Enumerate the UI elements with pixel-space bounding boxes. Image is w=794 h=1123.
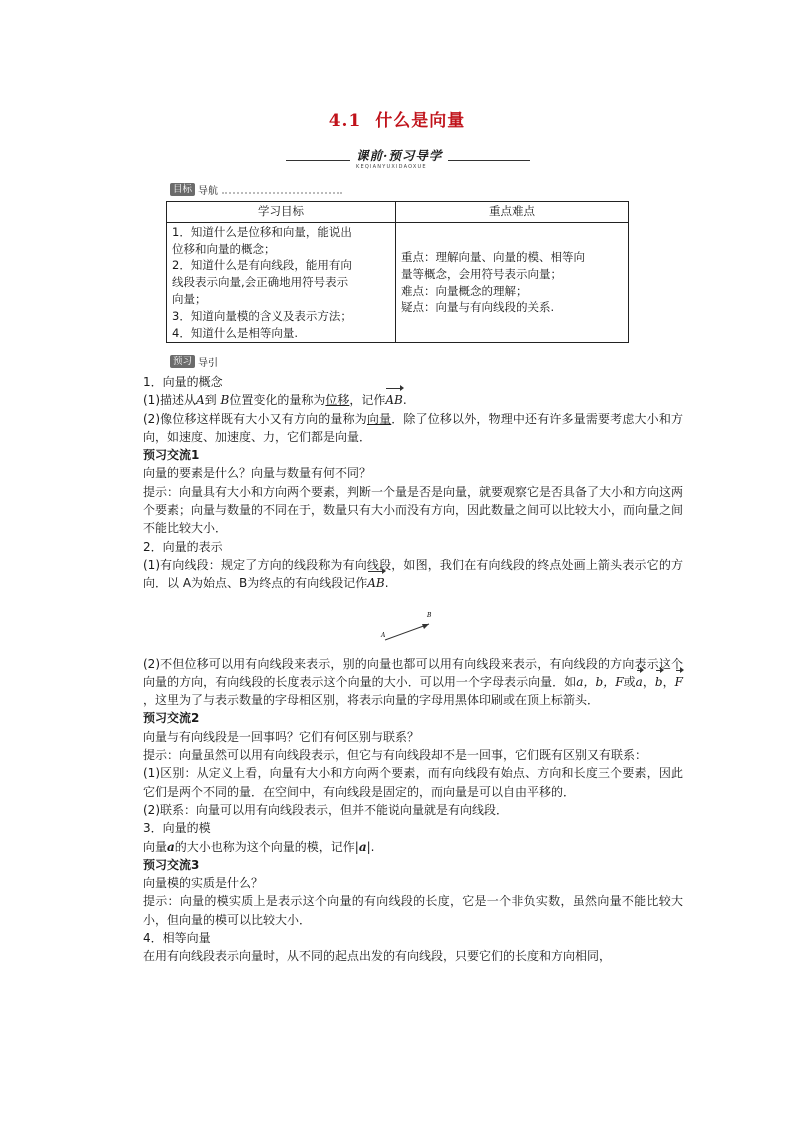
vector-letter: a [167, 839, 175, 854]
answer-text: (2)联系：向量可以用有向线段表示，但并不能说向量就是有向线段． [143, 802, 509, 817]
answer-text: (1)区别：从定义上看，向量有大小和方向两个要素，而有向线段有始点、方向和长度三个要素，因此它们是两个不同的量．在空间中，有向线段是固定的，而向量是可以自由平移的． [143, 766, 683, 799]
text: . [402, 393, 407, 408]
directed-segment-svg [377, 593, 457, 655]
point-a-label: A [381, 631, 386, 639]
goal-line: 线段表示向量,会正确地用符号表示 [172, 275, 349, 290]
key-line: 重点：理解向量、向量的模、相等向 [401, 249, 585, 264]
goal-line: 向量； [172, 291, 207, 306]
vector-letter: a [358, 839, 367, 854]
goal-line: 位移和向量的概念； [172, 241, 276, 256]
preview-tag [170, 354, 218, 369]
underlined-term: 位移 [325, 393, 350, 408]
point-b-label: B [427, 611, 432, 619]
preview-tag-text: 导引 [198, 358, 219, 369]
banner-label: 课前·预习导学 [350, 146, 448, 164]
section-heading: 1．向量的概念 [143, 375, 223, 389]
text: |. [366, 839, 375, 854]
preview-question-label: 预习交流3 [143, 857, 200, 872]
section-heading: 2．向量的表示 [143, 539, 223, 554]
vector-notation: F [675, 673, 683, 691]
preview-question-label: 预习交流1 [143, 448, 200, 463]
body-text [143, 373, 683, 966]
question-text: 向量模的实质是什么？ [143, 876, 264, 891]
answer-text: 提示：向量具有大小和方向两个要素，判断一个量是否是向量，就要观察它是否具备了大小和方向这两个要素；向量与数量的不同在于，数量只有大小而没有方向，因此数量之间可以比较大小，而向量之间不能比较大小． [143, 484, 684, 536]
key-line: 量等概念，会用符号表示向量； [401, 266, 562, 281]
goals-tag-text: 导航 [198, 186, 219, 197]
paragraph [143, 391, 683, 409]
arrow-head [422, 624, 429, 629]
text: ．除了位移以外，物理中还有许多量需要考虑大小和方向，如速度、加速度、力，它们都是向量． [143, 411, 683, 444]
question-text: 向量的要素是什么？向量与数量有何不同？ [143, 466, 372, 481]
answer-text: 提示：向量的模实质上是表示这个向量的有向线段的长度，它是一个非负实数，虽然向量不能比较大小，但向量的模可以比较大小． [143, 894, 683, 927]
goal-line: 4．知道什么是相等向量. [172, 325, 298, 340]
goal-line: 3．知道向量模的含义及表示方法； [172, 308, 352, 323]
goals-table [166, 201, 629, 343]
table-header-row [167, 202, 629, 223]
segment-line [385, 624, 429, 640]
text: (2)不但位移可以用有向线段来表示，别的向量也都可以用有向线段来表示，有向线段的方向表示这个向量的方向，有向线段的长度表示这个向量的大小．可以用一个字母表示向量．如 [143, 656, 683, 689]
goal-line: 2．知道什么是有向线段，能用有向 [172, 258, 352, 273]
text: 到 [204, 393, 217, 408]
text: 向量 [143, 839, 168, 854]
keys-cell [396, 222, 629, 343]
paragraph [143, 556, 683, 593]
goals-tag-box: 目标 [170, 183, 195, 196]
text: A [196, 393, 205, 408]
vector-notation: AB [367, 574, 384, 592]
directed-segment-figure [143, 593, 683, 655]
tag-dots [222, 186, 342, 194]
section-banner [286, 146, 530, 174]
table-header-keys: 重点难点 [396, 202, 629, 223]
underlined-term: 向量 [366, 411, 392, 426]
answer-text: 提示：向量虽然可以用有向线段表示，但它与有向线段却不是一回事，它们既有区别又有联系： [143, 748, 648, 763]
goals-tag [170, 182, 342, 197]
text: B [220, 393, 230, 408]
section-title [0, 106, 794, 131]
goal-line: 1．知道什么是位移和向量，能说出 [172, 224, 352, 239]
key-line: 疑点：向量与有向线段的关系. [401, 300, 555, 315]
text: . [384, 576, 389, 591]
section-heading: 3．向量的模 [143, 821, 211, 836]
preview-tag-box: 预习 [170, 355, 195, 368]
paragraph: (2)不但位移可以用有向线段来表示，别的向量也都可以用有向线段来表示，有向线段的方向表示这个向量的方向，有向线段的长度表示这个向量的大小．可以用一个字母表示向量．如a，b，F或a，b，F，这里为了与表示数量的字母相区别，将表示向量的字母用黑体印刷或在顶上标箭头． [143, 656, 683, 708]
paragraph [143, 410, 683, 447]
goals-cell [167, 222, 396, 343]
table-header-goals: 学习目标 [167, 202, 396, 223]
text: 位置变化的量称为 [229, 393, 326, 408]
text: ，记作 [349, 393, 386, 408]
section-number: 4.1 [328, 111, 362, 131]
vector-notation: a [636, 673, 643, 691]
text: 的大小也称为这个向量的模，记作| [174, 839, 359, 854]
vector-letters: a，b，F [576, 674, 624, 689]
paragraph [143, 838, 683, 856]
preview-question-label: 预习交流2 [143, 711, 200, 726]
text: (1)描述从 [143, 393, 196, 408]
section-heading: 4．相等向量 [143, 931, 211, 946]
text: (2)像位移这样既有大小又有方向的量称为 [143, 411, 367, 426]
banner-pinyin: KEQIANYUXIDAOXUE [356, 164, 427, 170]
section-title-text: 什么是向量 [375, 111, 466, 131]
text: ，这里为了与表示数量的字母相区别，将表示向量的字母用黑体印刷或在顶上标箭头． [143, 693, 600, 708]
table-row [167, 222, 629, 343]
vector-notation: AB [385, 391, 402, 409]
text: 或 [623, 674, 636, 689]
key-line: 难点：向量概念的理解； [401, 283, 528, 298]
question-text: 向量与有向线段是一回事吗？它们有何区别与联系？ [143, 729, 420, 744]
paragraph: 在用有向线段表示向量时，从不同的起点出发的有向线段，只要它们的长度和方向相同， [143, 949, 612, 964]
text: (1)有向线段：规定了方向的线段称为有向线段，如图，我们在有向线段的终点处画上箭头表示它的方向．以 A为始点、B为终点的有向线段记作 [143, 557, 683, 591]
vector-notation: b [655, 673, 663, 691]
